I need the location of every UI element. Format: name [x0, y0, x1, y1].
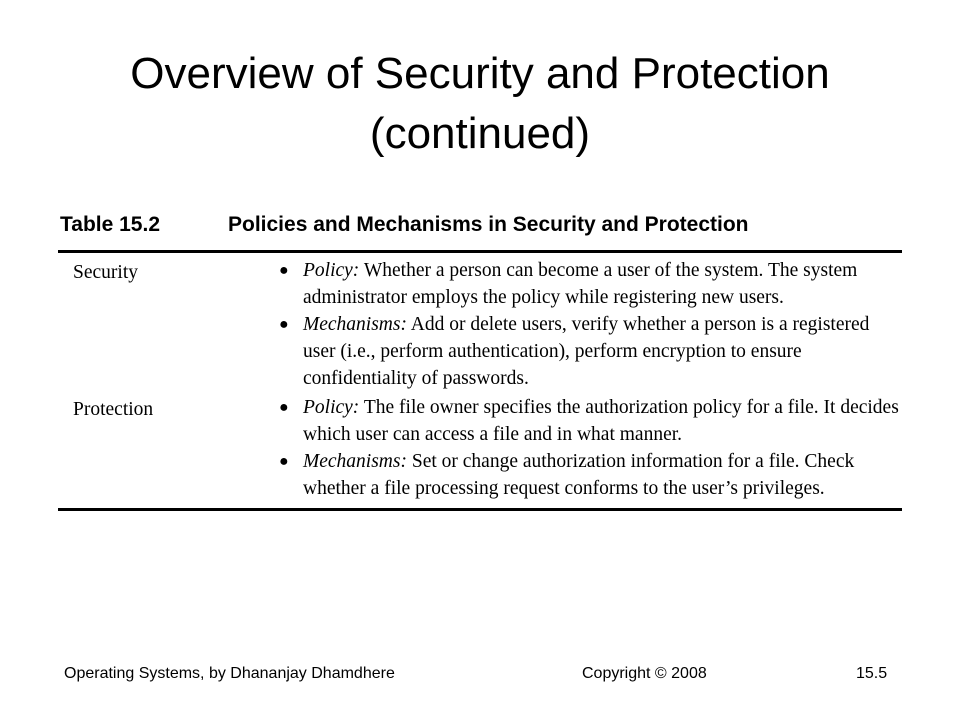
policies-table [58, 210, 902, 511]
title-line-1: Overview of Security and Protection [130, 49, 830, 98]
slide-title [40, 44, 920, 164]
list-item [279, 448, 902, 502]
item-text: Add or delete users, verify whether a person is a registered user (i.e., perform authentication), perform encryption to ensure confidentiality of passwords. [303, 314, 870, 389]
row-label: Security [73, 262, 138, 283]
table-row-protection [58, 394, 902, 502]
table-caption-text: Policies and Mechanisms in Security and Protection [228, 213, 749, 236]
bullet-icon: ● [279, 399, 289, 416]
row-body [273, 257, 902, 392]
item-term: Mechanisms: [303, 451, 407, 472]
item-term: Policy: [303, 397, 360, 418]
table-bottom-rule [58, 508, 902, 511]
list-item [279, 257, 902, 311]
item-term: Policy: [303, 260, 360, 281]
title-line-2: (continued) [369, 109, 591, 158]
footer-copyright: Copyright © 2008 [582, 665, 707, 682]
table-caption [58, 210, 902, 240]
table-body [58, 253, 902, 502]
row-body [273, 394, 902, 502]
bullet-icon: ● [279, 262, 289, 279]
table-row-security [58, 257, 902, 392]
footer-slide-number: 15.5 [856, 665, 888, 682]
table-number: Table 15.2 [60, 213, 160, 236]
bullet-icon: ● [279, 316, 289, 333]
footer-book-credit: Operating Systems, by Dhananjay Dhamdhere [64, 665, 395, 682]
item-term: Mechanisms: [303, 314, 407, 335]
bullet-icon: ● [279, 453, 289, 470]
row-label: Protection [73, 399, 154, 420]
item-text: The file owner specifies the authorization policy for a file. It decides which user can access a file and in what manner. [303, 397, 899, 445]
item-text: Set or change authorization information for a file. Check whether a file processing request conforms to the user’s privileges. [303, 451, 855, 499]
list-item [279, 311, 902, 392]
list-item [279, 394, 902, 448]
item-text: Whether a person can become a user of the system. The system administrator employs the policy while registering new users. [303, 260, 858, 308]
